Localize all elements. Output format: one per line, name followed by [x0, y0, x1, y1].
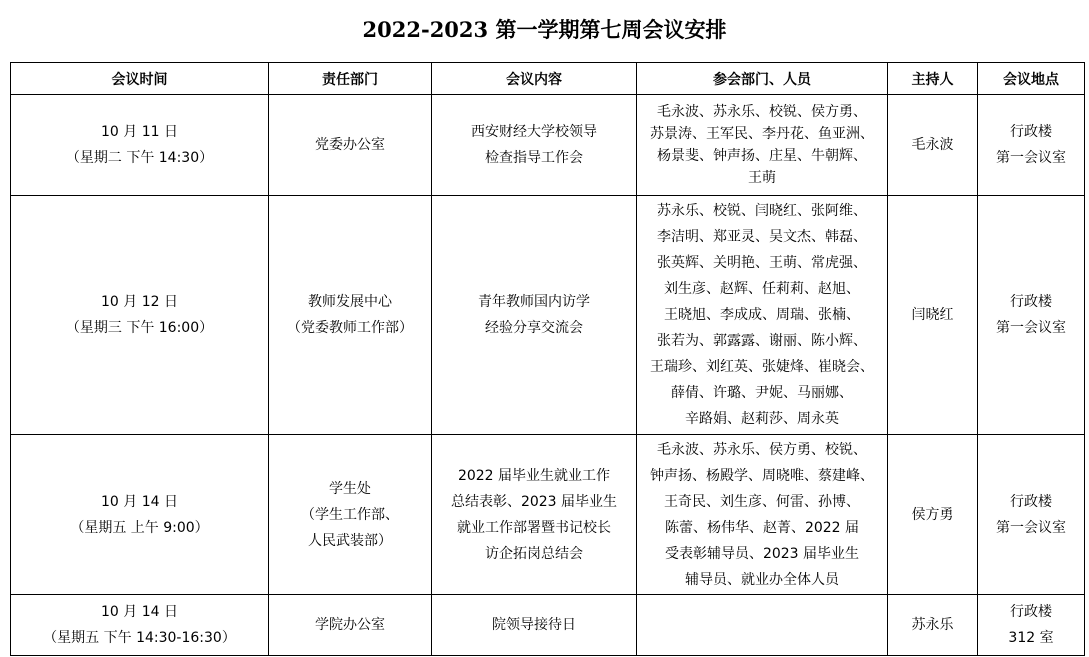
cell-content: 青年教师国内访学 经验分享交流会 [432, 196, 637, 435]
cell-host: 侯方勇 [888, 435, 978, 595]
cell-content: 院领导接待日 [432, 595, 637, 656]
page-title: 2022-2023 第一学期第七周会议安排 [362, 17, 727, 42]
cell-location: 行政楼 312 室 [978, 595, 1085, 656]
header-host: 主持人 [888, 63, 978, 95]
cell-time: 10 月 12 日 （星期三 下午 16:00） [11, 196, 269, 435]
cell-host: 毛永波 [888, 95, 978, 196]
cell-department: 学院办公室 [269, 595, 432, 656]
cell-department: 教师发展中心 （党委教师工作部） [269, 196, 432, 435]
table-row [11, 435, 1085, 595]
header-location: 会议地点 [978, 63, 1085, 95]
cell-host: 苏永乐 [888, 595, 978, 656]
cell-content: 2022 届毕业生就业工作 总结表彰、2023 届毕业生 就业工作部署暨书记校长 访企拓岗总结会 [432, 435, 637, 595]
table-row [11, 196, 1085, 435]
table-row [11, 595, 1085, 656]
cell-location: 行政楼 第一会议室 [978, 435, 1085, 595]
table-header-row [11, 63, 1085, 95]
cell-attendees: 毛永波、苏永乐、校锐、侯方勇、 苏景涛、王军民、李丹花、鱼亚洲、 杨景斐、钟声扬、庄星、牛朝辉、 王萌 [637, 95, 888, 196]
header-time: 会议时间 [11, 63, 269, 95]
cell-location: 行政楼 第一会议室 [978, 95, 1085, 196]
cell-attendees: 苏永乐、校锐、闫晓红、张阿维、 李洁明、郑亚灵、吴文杰、韩磊、 张英辉、关明艳、王萌、常虎强、 刘生彦、赵辉、任莉莉、赵旭、 王晓旭、李成成、周瑞、张楠、 张若为、郭露露、谢丽、陈小辉、 王瑞珍、刘红英、张婕烽、崔晓会、 薛倩、许璐、尹妮、马丽娜、 辛路娟、赵莉莎、周永英 [637, 196, 888, 435]
cell-time: 10 月 11 日 （星期二 下午 14:30） [11, 95, 269, 196]
cell-department: 党委办公室 [269, 95, 432, 196]
cell-department: 学生处 （学生工作部、 人民武装部） [269, 435, 432, 595]
cell-time: 10 月 14 日 （星期五 下午 14:30-16:30） [11, 595, 269, 656]
cell-content: 西安财经大学校领导 检查指导工作会 [432, 95, 637, 196]
table-row [11, 95, 1085, 196]
cell-host: 闫晓红 [888, 196, 978, 435]
cell-location: 行政楼 第一会议室 [978, 196, 1085, 435]
cell-attendees: 毛永波、苏永乐、侯方勇、校锐、 钟声扬、杨殿学、周晓唯、蔡建峰、 王奇民、刘生彦、何雷、孙博、 陈蕾、杨伟华、赵菁、2022 届 受表彰辅导员、2023 届毕业生 辅导员、就业办全体人员 [637, 435, 888, 595]
cell-time: 10 月 14 日 （星期五 上午 9:00） [11, 435, 269, 595]
cell-attendees [637, 595, 888, 656]
header-content: 会议内容 [432, 63, 637, 95]
header-department: 责任部门 [269, 63, 432, 95]
meeting-schedule-table [10, 62, 1085, 656]
header-attendees: 参会部门、人员 [637, 63, 888, 95]
